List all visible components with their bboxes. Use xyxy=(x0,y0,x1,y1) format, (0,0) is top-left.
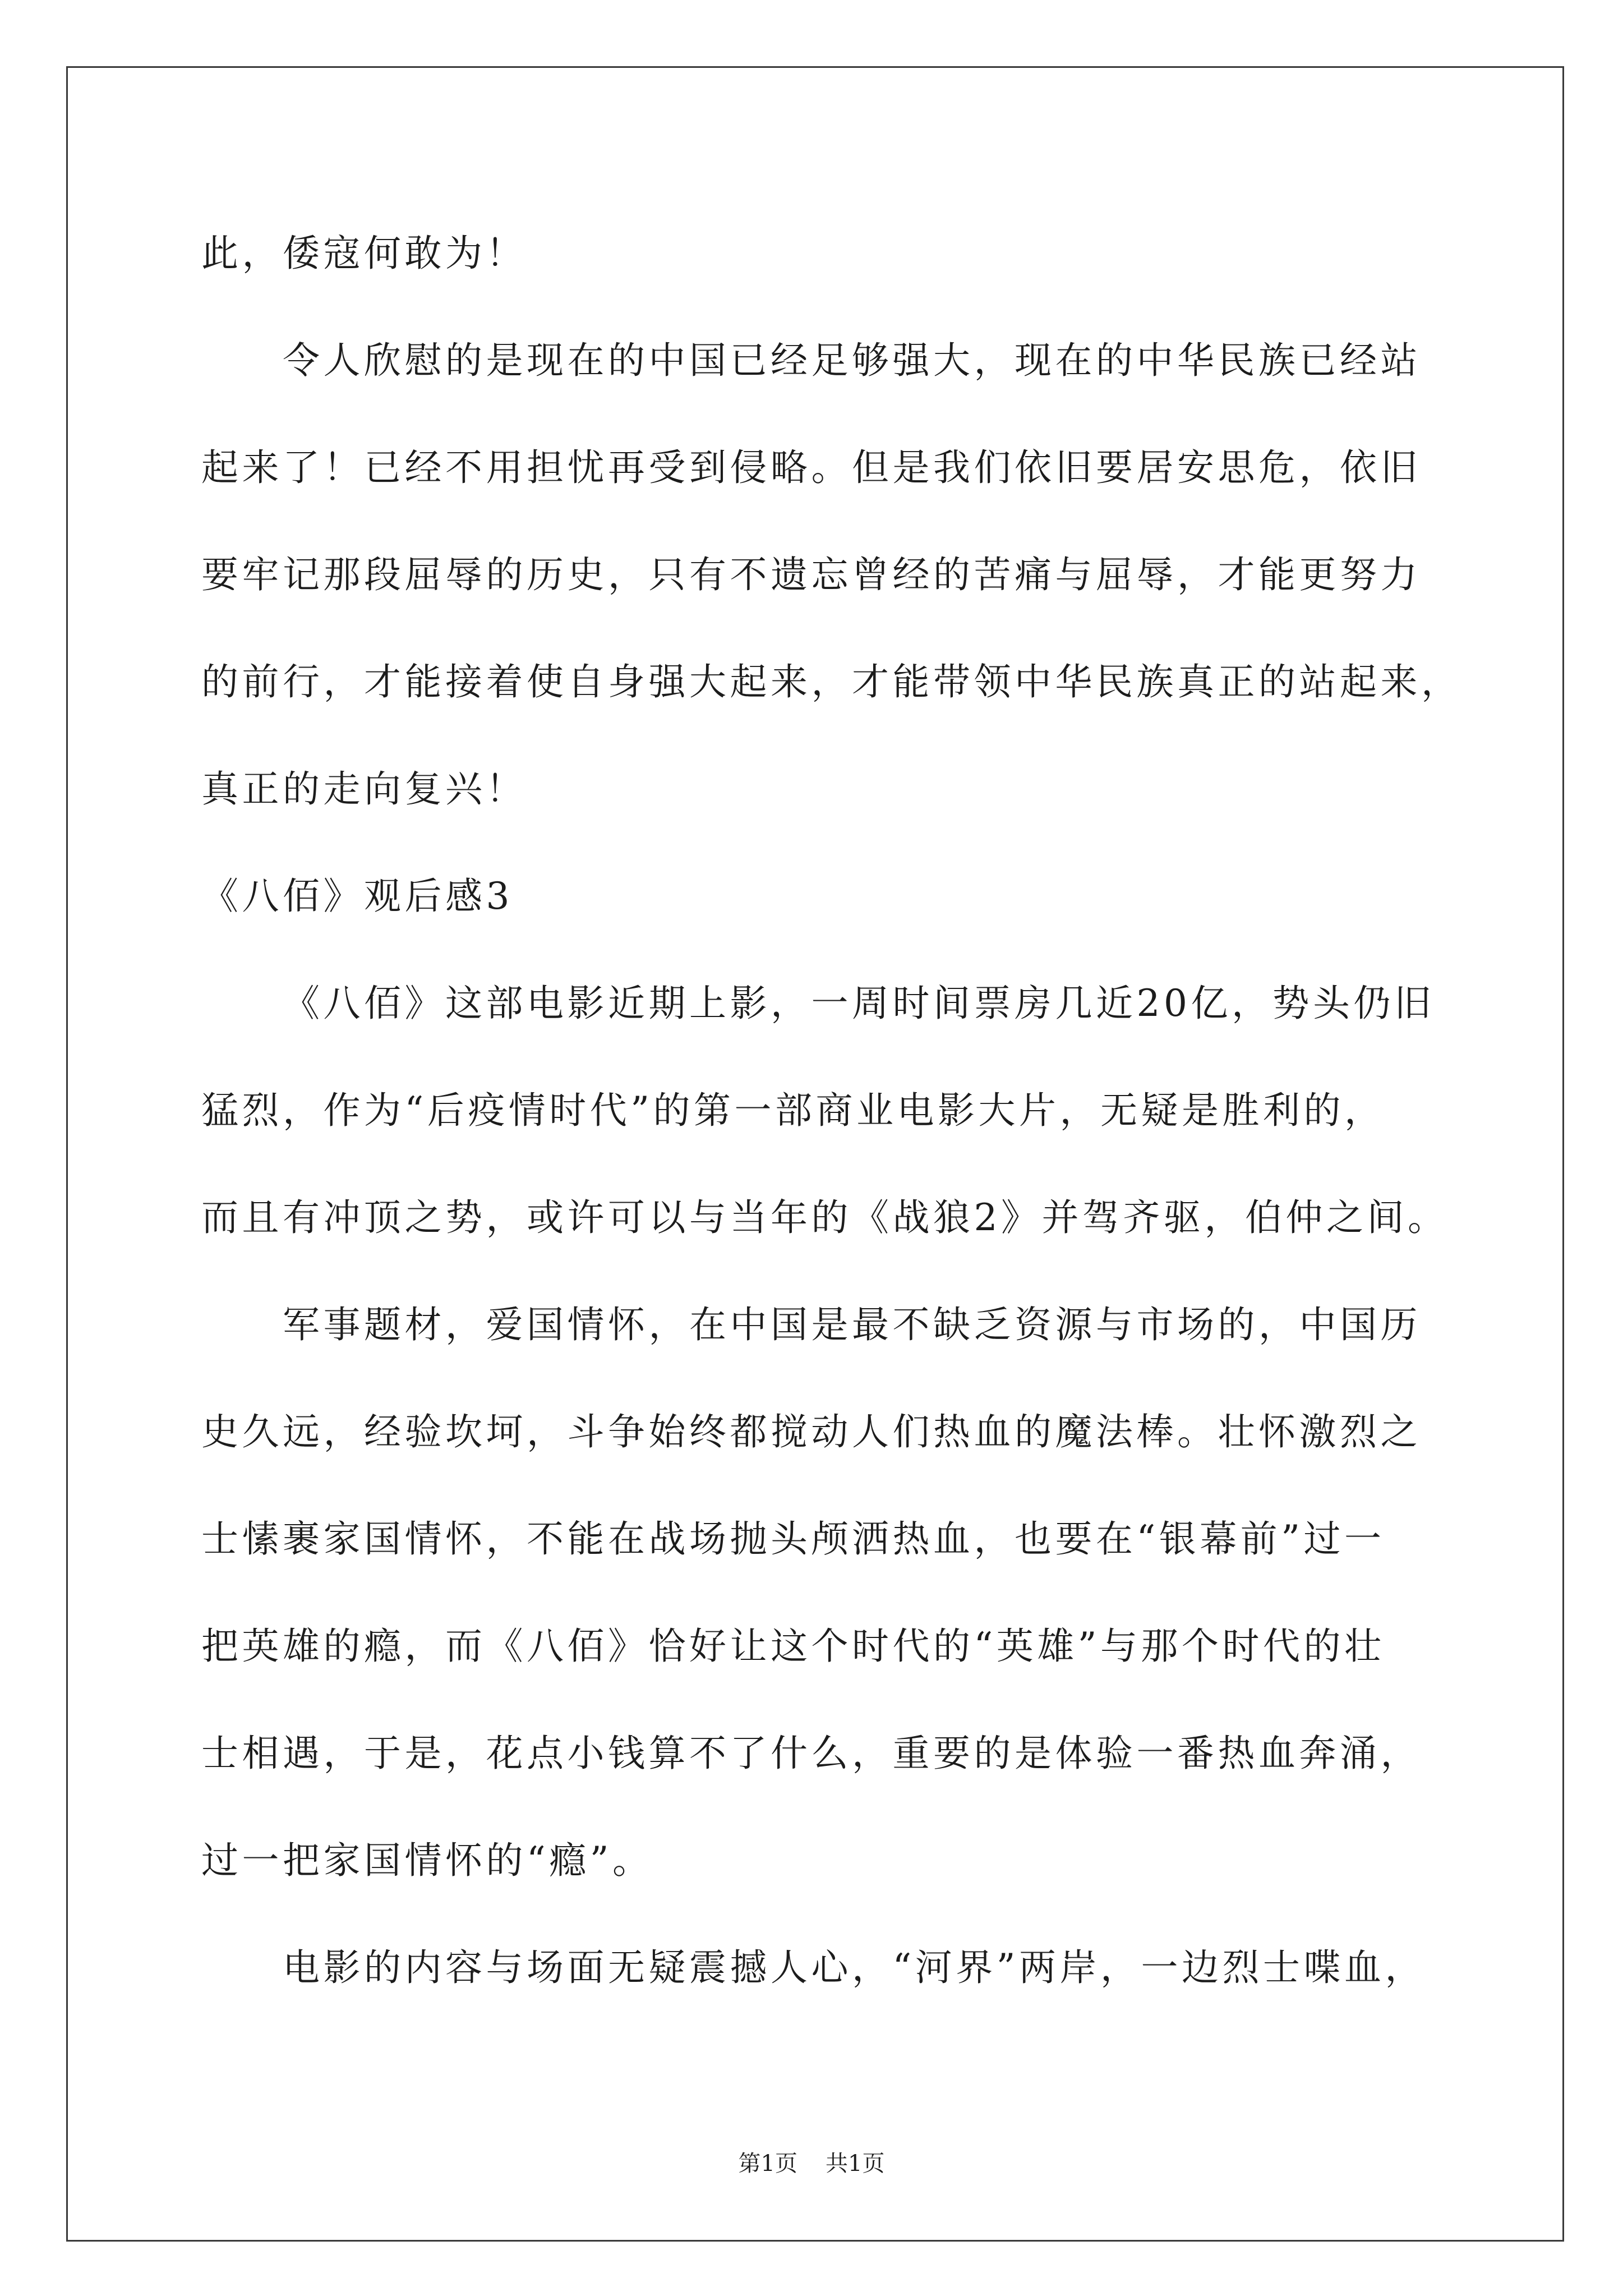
text-line: 士相遇，于是，花点小钱算不了什么，重要的是体验一番热血奔涌， xyxy=(201,1732,1421,1775)
paragraph xyxy=(201,200,1525,307)
text-line: 过一把家国情怀的“瘾”。 xyxy=(201,1839,653,1882)
paragraph xyxy=(201,950,1525,1271)
text-line: 把英雄的瘾，而《八佰》恰好让这个时代的“英雄”与那个时代的壮 xyxy=(201,1625,1385,1668)
paragraph xyxy=(201,1271,1525,1914)
text-line: 起来了！已经不用担忧再受到侵略。但是我们依旧要居安思危，依旧 xyxy=(201,446,1421,489)
text-line: 此，倭寇何敢为！ xyxy=(201,232,527,275)
text-line: 的前行，才能接着使自身强大起来，才能带领中华民族真正的站起来， xyxy=(201,660,1462,703)
text-line: 要牢记那段屈辱的历史，只有不遗忘曾经的苦痛与屈辱，才能更努力 xyxy=(201,553,1421,596)
text-line: 士愫裹家国情怀，不能在战场抛头颅洒热血，也要在“银幕前”过一 xyxy=(201,1517,1385,1561)
paragraph xyxy=(201,307,1525,843)
text-line: 而且有冲顶之势，或许可以与当年的《战狼2》并驾齐驱，伯仲之间。 xyxy=(201,1196,1449,1239)
section-heading: 《八佰》观后感3 xyxy=(201,875,513,918)
page-count: 共1页 xyxy=(826,2151,885,2177)
page-number: 第1页 xyxy=(738,2151,797,2177)
document-body xyxy=(201,200,1525,2021)
text-line: 真正的走向复兴！ xyxy=(201,767,527,811)
text-line: 史久远，经验坎坷，斗争始终都搅动人们热血的魔法棒。壮怀激烈之 xyxy=(201,1410,1421,1453)
text-line: 电影的内容与场面无疑震撼人心，“河界”两岸，一边烈士喋血， xyxy=(283,1946,1426,1989)
page-footer xyxy=(0,2147,1623,2180)
text-line: 军事题材，爱国情怀，在中国是最不缺乏资源与市场的，中国历 xyxy=(283,1303,1421,1346)
text-line: 《八佰》这部电影近期上影，一周时间票房几近20亿，势头仍旧 xyxy=(283,982,1435,1025)
text-line: 令人欣慰的是现在的中国已经足够强大，现在的中华民族已经站 xyxy=(283,339,1421,382)
paragraph xyxy=(201,1914,1525,2021)
text-line: 猛烈，作为“后疫情时代”的第一部商业电影大片，无疑是胜利的， xyxy=(201,1089,1385,1132)
